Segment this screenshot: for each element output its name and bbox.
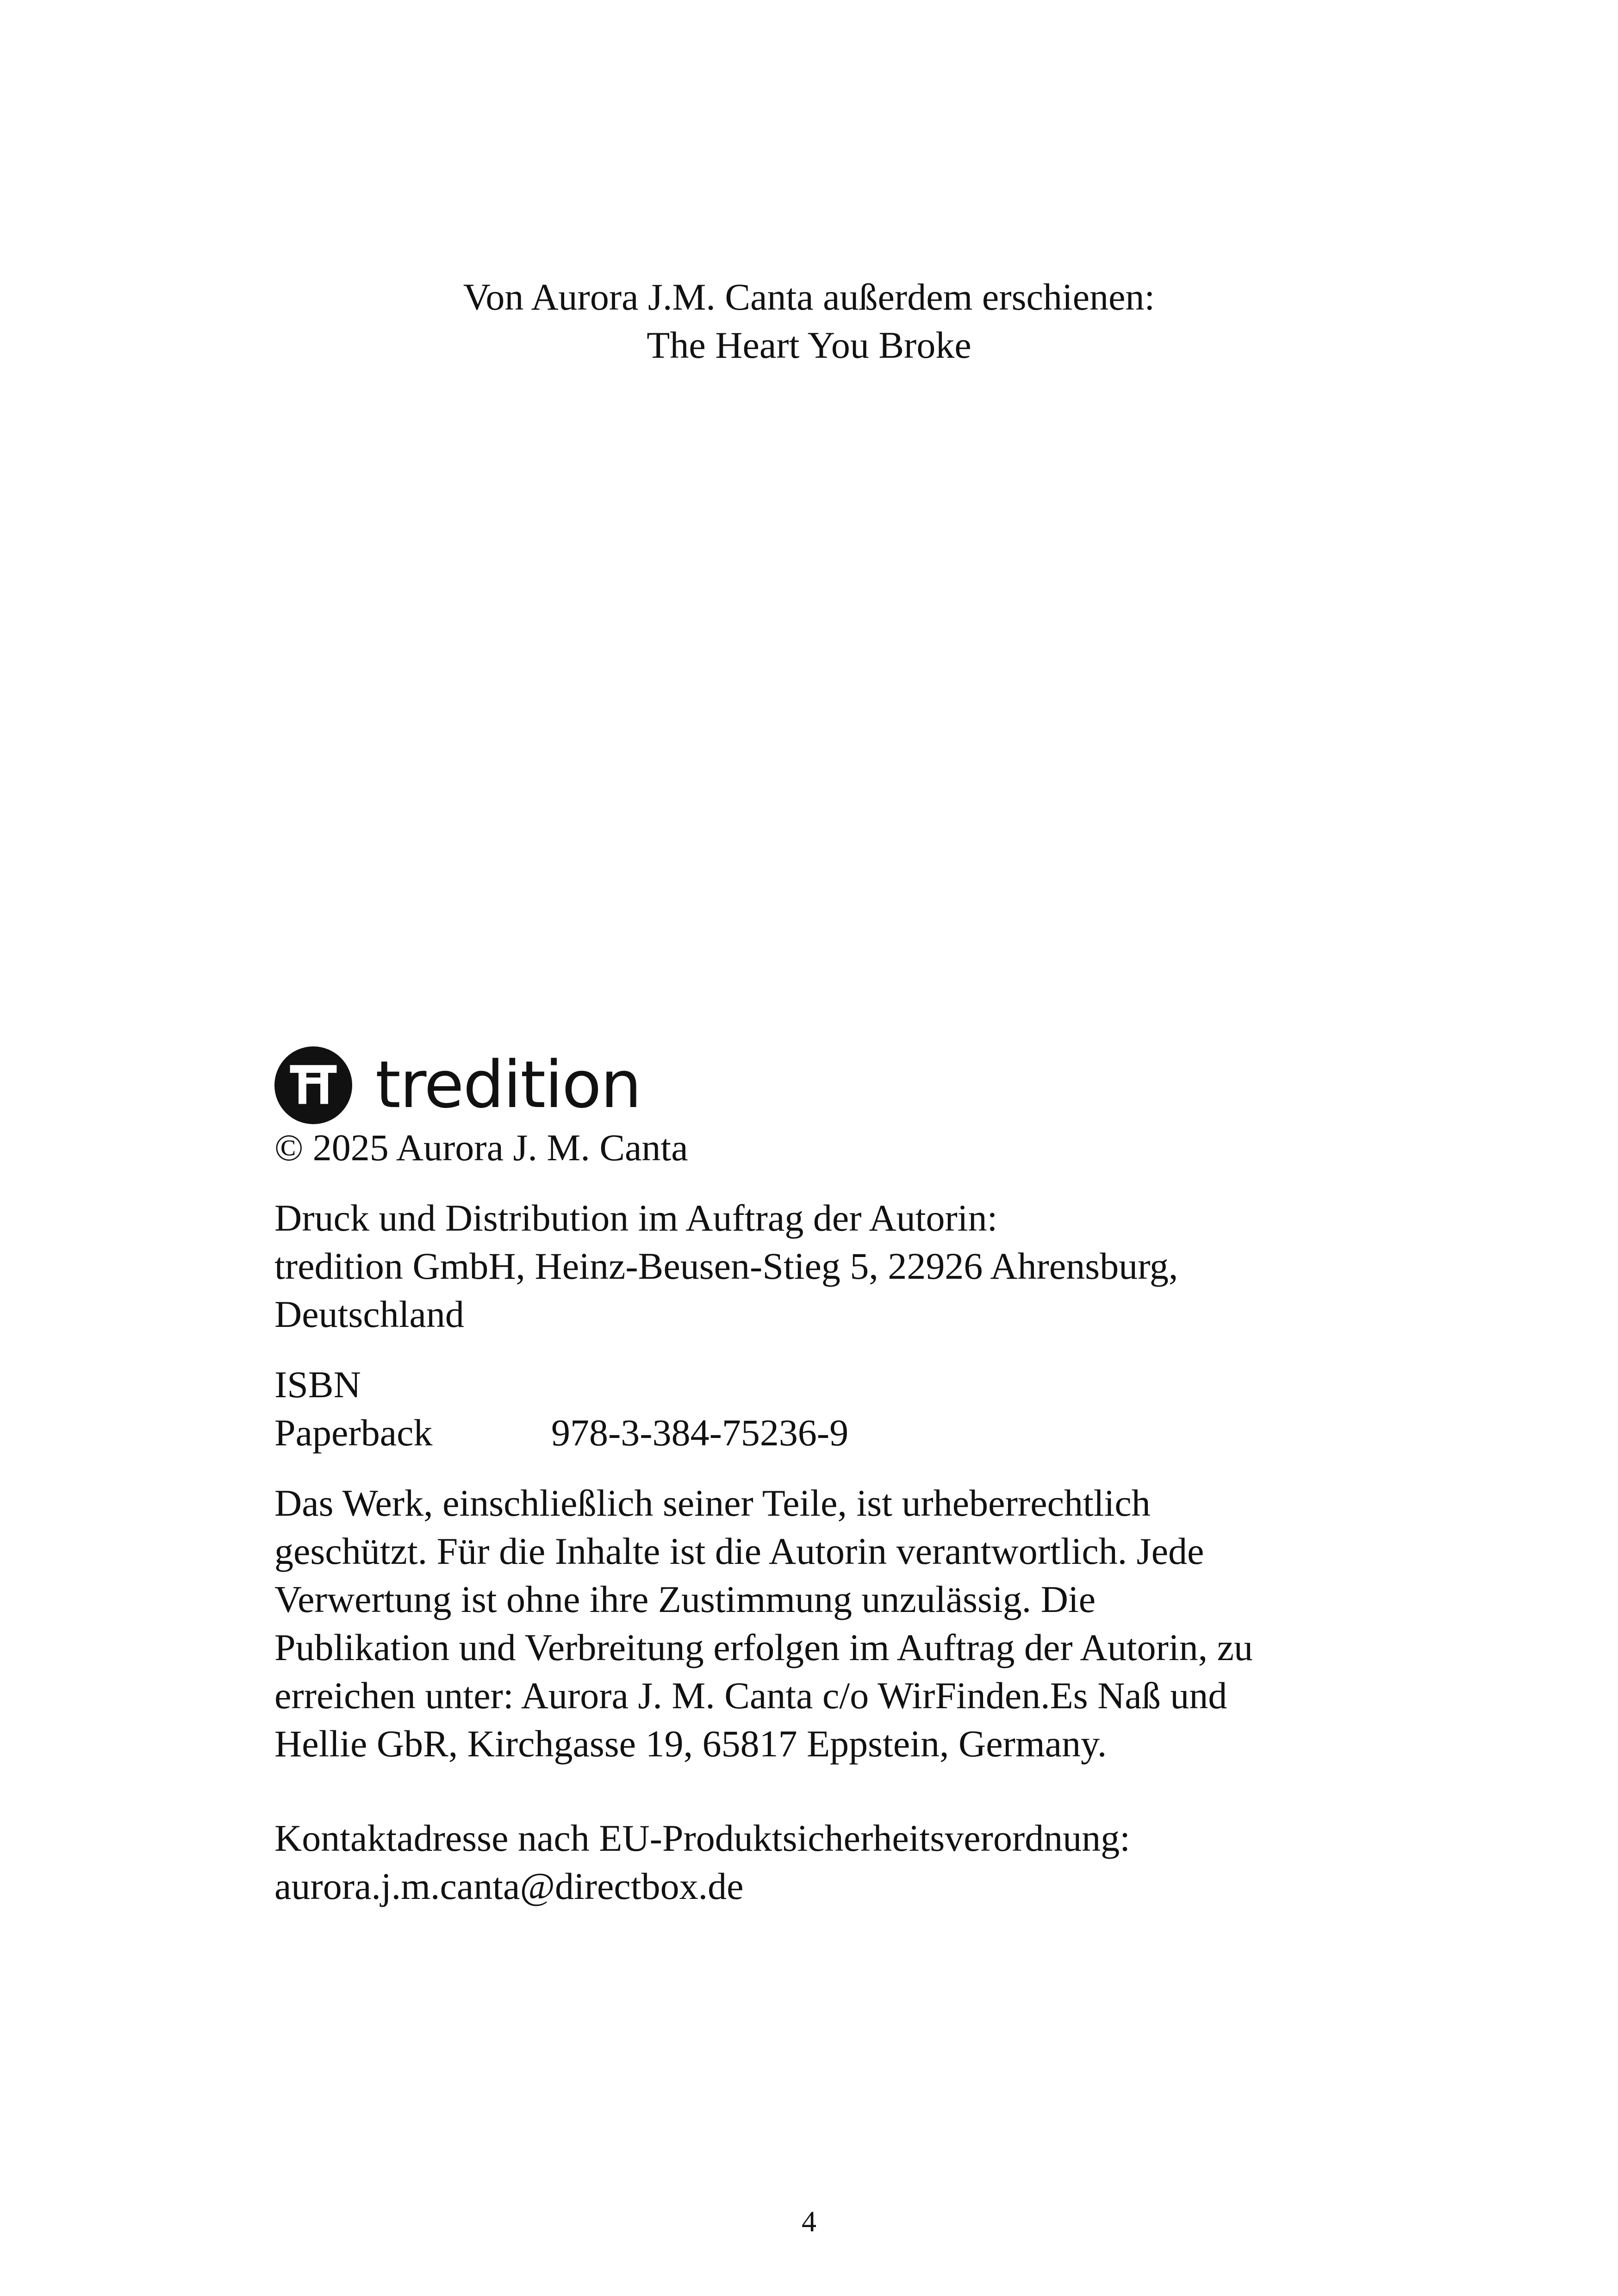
printing-info (274, 1194, 1385, 1338)
contact-email: aurora.j.m.canta@directbox.de (274, 1865, 744, 1907)
copyright-notice: © 2025 Aurora J. M. Canta (274, 1126, 688, 1169)
legal-line: Publikation und Verbreitung erfolgen im Auftrag der Autorin, zu (274, 1626, 1253, 1668)
also-published-title: The Heart You Broke (647, 324, 971, 366)
also-published-section (0, 273, 1618, 369)
printing-line: Druck und Distribution im Auftrag der Autorin: (274, 1197, 998, 1239)
contact-heading: Kontaktadresse nach EU-Produktsicherheitsverordnung: (274, 1817, 1131, 1859)
isbn-heading: ISBN (274, 1363, 361, 1406)
imprint-section (274, 1047, 1385, 1910)
legal-line: Verwertung ist ohne ihre Zustimmung unzulässig. Die (274, 1578, 1096, 1620)
printing-line: tredition GmbH, Heinz-Beusen-Stieg 5, 22926 Ahrensburg, (274, 1245, 1178, 1287)
legal-notice (274, 1479, 1385, 1768)
logo-wordmark: tredition (375, 1047, 641, 1123)
contact-info (274, 1814, 1385, 1910)
publisher-logo (274, 1047, 1385, 1123)
isbn-format: Paperback (274, 1412, 433, 1454)
legal-line: geschützt. Für die Inhalte ist die Autorin verantwortlich. Jede (274, 1530, 1204, 1572)
printing-line: Deutschland (274, 1293, 464, 1335)
isbn-info (274, 1361, 1385, 1457)
tredition-logo-icon (274, 1046, 352, 1124)
legal-line: erreichen unter: Aurora J. M. Canta c/o WirFinden.Es Naß und (274, 1674, 1227, 1717)
page-number: 4 (802, 2205, 816, 2238)
isbn-row (274, 1409, 1385, 1457)
legal-line: Das Werk, einschließlich seiner Teile, ist urheberrechtlich (274, 1482, 1151, 1524)
also-published-heading: Von Aurora J.M. Canta außerdem erschienen: (463, 276, 1155, 318)
isbn-number: 978-3-384-75236-9 (551, 1412, 849, 1454)
legal-line: Hellie GbR, Kirchgasse 19, 65817 Eppstein, Germany. (274, 1723, 1107, 1765)
